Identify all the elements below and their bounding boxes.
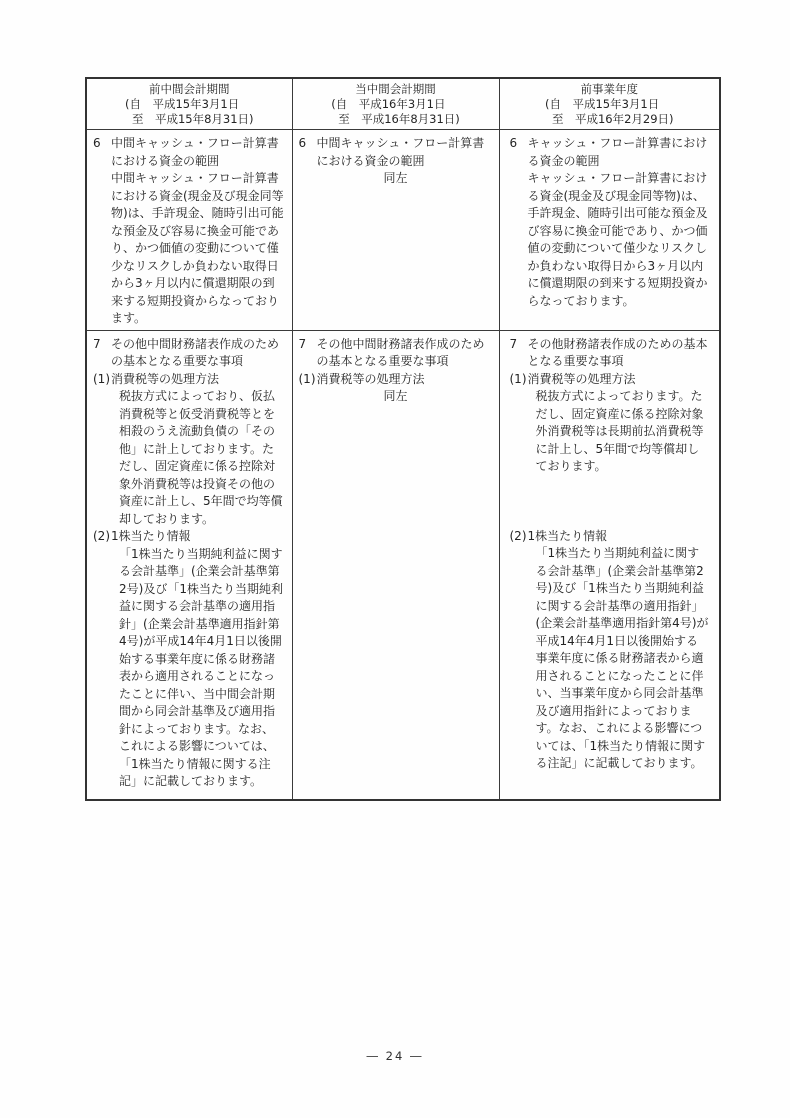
- note-item: [93, 336, 286, 371]
- subsection-content: [111, 528, 286, 791]
- accounting-period-comparison-table: [85, 77, 721, 801]
- subsection-body: 税抜方式によっており、仮払消費税等と仮受消費税等とを相殺のうえ流動負債の「その他」に計上しております。ただし、固定資産に係る控除対象外消費税等は投資その他の資産に計上し、5年間で均等償却しております。: [119, 389, 283, 526]
- header-current-interim-period: [292, 78, 499, 130]
- item-number: 7: [93, 336, 101, 351]
- subsection-number: (2): [509, 528, 527, 543]
- item-number: 7: [509, 336, 518, 351]
- subsection-title: 消費税等の処理方法: [527, 371, 636, 386]
- subsection-1: [510, 371, 710, 476]
- note-item: [93, 135, 286, 328]
- period-dates: [331, 97, 460, 127]
- subsection-number: (1): [509, 371, 527, 386]
- cell-other-notes-prev-interim: [86, 330, 292, 800]
- subsection-content: [111, 371, 286, 529]
- table-row-item6: [86, 130, 720, 331]
- period-end-date: 至 平成15年8月31日): [131, 112, 254, 126]
- period-start-date: (自 平成15年3月1日: [544, 97, 660, 111]
- period-start-date: (自 平成16年3月1日: [331, 97, 446, 111]
- subsection-title: 1株当たり情報: [527, 528, 608, 543]
- period-end-date: 至 平成16年8月31日): [338, 112, 460, 126]
- period-title: 前中間会計期間: [149, 82, 230, 96]
- item-body: キャッシュ・フロー計算書における資金(現金及び現金同等物)は、手許現金、随時引出可能な預金及び容易に換金可能であり、かつ価値の変動について僅少なリスクしか負わない取得日から3ヶ月以内に償還期限の到来する短期投資からなっております。: [527, 171, 708, 308]
- same-as-left-note: 同左: [383, 389, 408, 403]
- note-item: [299, 336, 493, 371]
- subsection-body: 「1株当たり当期純利益に関する会計基準」(企業会計基準第2号)及び「1株当たり当期純利益に関する会計基準の適用指針」(企業会計基準適用指針第4号)が平成14年4月1日以後開始する事業年度に係る財務諸表から適用されることになったことに伴い、当事業年度から同会計基準及び適用指針によっております。なお、これによる影響については、「1株当たり情報に関する注記」に記載しております。: [535, 546, 709, 770]
- item-number: 6: [509, 136, 518, 150]
- table-header-row: [86, 78, 720, 130]
- subsection-body: 「1株当たり当期純利益に関する会計基準」(企業会計基準第2号)及び「1株当たり当期純利益に関する会計基準の適用指針」(企業会計基準適用指針第4号)が平成14年4月1日以後開始する事業年度に係る財務諸表から適用されることになったことに伴い、当中間会計期間から同会計基準及び適用指針によっております。なお、これによる影響については、「1株当たり情報に関する注記」に記載しております。: [119, 546, 283, 788]
- item-content: [111, 135, 286, 328]
- item-heading: その他中間財務諸表作成のための基本となる重要な事項: [316, 336, 485, 368]
- subsection-2: [93, 528, 286, 791]
- cell-cash-flow-scope-prev-fiscal: [499, 130, 720, 331]
- cell-other-notes-current-interim: [292, 330, 499, 800]
- item-number: 6: [298, 136, 307, 150]
- subsection-title: 1株当たり情報: [111, 529, 191, 543]
- period-end-date: 至 平成16年2月29日): [551, 112, 674, 126]
- item-content: [528, 135, 710, 310]
- item-heading: 中間キャッシュ・フロー計算書における資金の範囲: [316, 136, 485, 168]
- note-item: [510, 336, 710, 371]
- cell-cash-flow-scope-current-interim: [292, 130, 499, 331]
- cell-other-notes-prev-fiscal: [499, 330, 720, 800]
- period-dates: [125, 97, 254, 127]
- item-number: 6: [93, 136, 101, 150]
- subsection-content: [528, 371, 710, 476]
- item-content: [317, 135, 493, 170]
- note-item: [510, 135, 710, 310]
- header-prev-interim-period: [86, 78, 292, 130]
- item-heading: その他財務諸表作成のための基本となる重要な事項: [527, 336, 708, 368]
- subsection-2: [510, 528, 710, 773]
- period-start-date: (自 平成15年3月1日: [124, 97, 240, 111]
- item-heading: キャッシュ・フロー計算書における資金の範囲: [527, 136, 708, 168]
- subsection-number: (2): [93, 529, 110, 543]
- period-title: 当中間会計期間: [355, 82, 436, 96]
- item-body: 中間キャッシュ・フロー計算書における資金(現金及び現金同等物)は、手許現金、随時引出可能な預金及び容易に換金可能であり、かつ価値の変動について僅少なリスクしか負わない取得日から3ヶ月以内に償還期限の到来する短期投資からなっております。: [111, 171, 284, 325]
- subsection-body: 税抜方式によっております。ただし、固定資産に係る控除対象外消費税等は長期前払消費税等に計上し、5年間で均等償却しております。: [535, 389, 704, 473]
- header-prev-fiscal-year: [499, 78, 720, 130]
- table-row-item7: [86, 330, 720, 800]
- page-number: ― 24 ―: [366, 1049, 424, 1063]
- subsection-content: [528, 528, 710, 773]
- subsection-1: [93, 371, 286, 529]
- period-title: 前事業年度: [580, 82, 638, 96]
- item-number: 7: [298, 336, 307, 351]
- period-dates: [545, 97, 674, 127]
- subsection-content: [317, 371, 493, 389]
- note-item: [299, 135, 493, 170]
- item-heading: 中間キャッシュ・フロー計算書における資金の範囲: [111, 136, 279, 168]
- subsection-title: 消費税等の処理方法: [316, 371, 425, 386]
- same-as-left-note: 同左: [383, 171, 408, 185]
- cell-cash-flow-scope-prev-interim: [86, 130, 292, 331]
- subsection-number: (1): [93, 371, 110, 386]
- item-heading: その他中間財務諸表作成のための基本となる重要な事項: [111, 336, 280, 368]
- subsection-number: (1): [298, 371, 316, 386]
- subsection-1: [299, 371, 493, 389]
- subsection-title: 消費税等の処理方法: [111, 371, 220, 386]
